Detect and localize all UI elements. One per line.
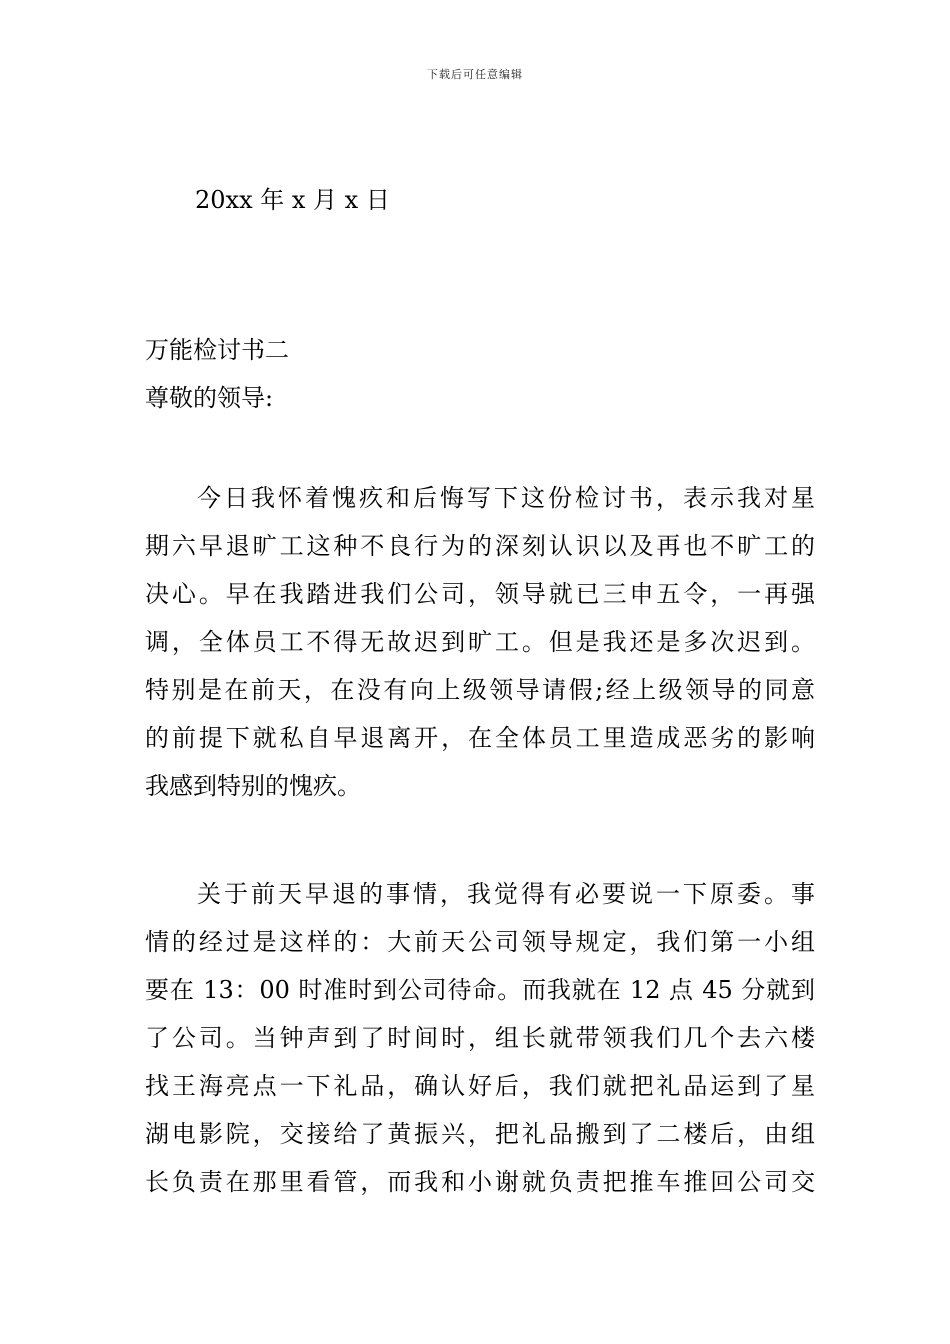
document-title: 万能检讨书二 [145, 336, 289, 364]
salutation: 尊敬的领导: [145, 384, 274, 412]
paragraph-line: 情的经过是这样的：大前天公司领导规定，我们第一小组 [145, 928, 815, 956]
paragraph-line: 今日我怀着愧疚和后悔写下这份检讨书，表示我对星 [197, 484, 815, 512]
paragraph-2 [145, 870, 815, 1206]
document-date: 20xx 年 x 月 x 日 [195, 186, 390, 214]
paragraph-1 [145, 474, 815, 810]
paragraph-line: 找王海亮点一下礼品，确认好后，我们就把礼品运到了星 [145, 1072, 815, 1100]
paragraph-line: 决心。早在我踏进我们公司，领导就已三申五令，一再强 [145, 580, 815, 608]
paragraph-line: 调，全体员工不得无故迟到旷工。但是我还是多次迟到。 [145, 628, 815, 656]
paragraph-line: 我感到特别的愧疚。 [145, 772, 361, 800]
paragraph-line: 的前提下就私自早退离开，在全体员工里造成恶劣的影响 [145, 724, 815, 752]
paragraph-line: 了公司。当钟声到了时间时，组长就带领我们几个去六楼 [145, 1024, 815, 1052]
paragraph-line: 特别是在前天，在没有向上级领导请假;经上级领导的同意 [145, 676, 815, 704]
paragraph-line: 要在 13：00 时准时到公司待命。而我就在 12 点 45 分就到 [145, 976, 815, 1004]
paragraph-line: 期六早退旷工这种不良行为的深刻认识以及再也不旷工的 [145, 532, 815, 560]
paragraph-line: 关于前天早退的事情，我觉得有必要说一下原委。事 [197, 880, 815, 908]
paragraph-line: 湖电影院，交接给了黄振兴，把礼品搬到了二楼后，由组 [145, 1120, 815, 1148]
paragraph-line: 长负责在那里看管，而我和小谢就负责把推车推回公司交 [145, 1168, 815, 1196]
header-note: 下载后可任意编辑 [427, 68, 523, 81]
